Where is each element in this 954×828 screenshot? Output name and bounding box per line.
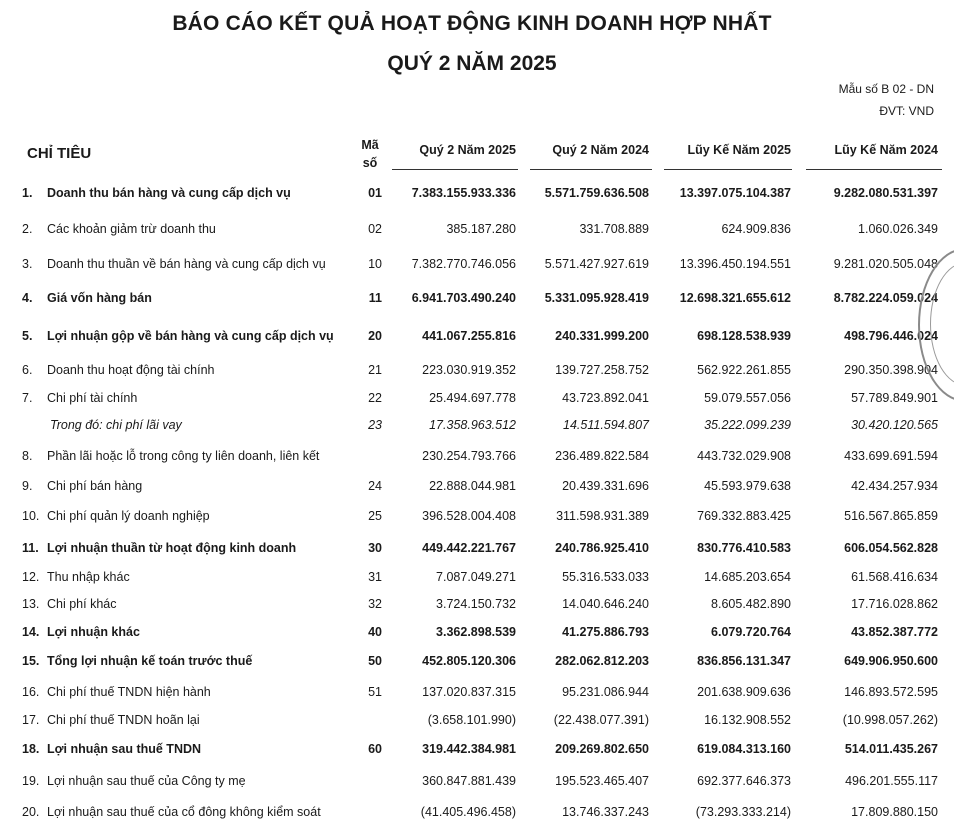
- row-label: Doanh thu bán hàng và cung cấp dịch vụ: [47, 186, 291, 200]
- value-ytd-2024: 17.716.028.862: [851, 597, 938, 611]
- row-number: 7.: [22, 391, 33, 405]
- value-ytd-2024: 1.060.026.349: [858, 222, 938, 236]
- value-q2-2025: 7.383.155.933.336: [411, 186, 516, 200]
- row-label: Chi phí thuế TNDN hoãn lại: [47, 713, 200, 727]
- table-row: [0, 257, 954, 277]
- value-q2-2024: 195.523.465.407: [555, 774, 649, 788]
- row-label: Tổng lợi nhuận kế toán trước thuế: [47, 654, 253, 668]
- row-label: Lợi nhuận sau thuế của cổ đông không kiểm soát: [47, 805, 321, 819]
- row-label: Phần lãi hoặc lỗ trong công ty liên doanh, liên kết: [47, 449, 320, 463]
- value-ytd-2025: 201.638.909.636: [697, 685, 791, 699]
- row-code: 10: [368, 257, 382, 271]
- value-q2-2024: 240.786.925.410: [555, 541, 649, 555]
- value-q2-2024: 13.746.337.243: [562, 805, 649, 819]
- value-q2-2024: 55.316.533.033: [562, 570, 649, 584]
- row-number: 16.: [22, 685, 40, 699]
- value-ytd-2024: 514.011.435.267: [844, 742, 938, 756]
- row-number: 10.: [22, 509, 40, 523]
- value-ytd-2024: 30.420.120.565: [851, 418, 938, 432]
- value-q2-2024: 14.511.594.807: [563, 418, 649, 432]
- value-ytd-2025: 45.593.979.638: [704, 479, 791, 493]
- value-ytd-2025: 692.377.646.373: [697, 774, 791, 788]
- value-q2-2024: 236.489.822.584: [555, 449, 649, 463]
- row-code: 02: [368, 222, 382, 236]
- row-number: 19.: [22, 774, 40, 788]
- value-ytd-2024: 290.350.398.904: [844, 363, 938, 377]
- value-ytd-2024: 43.852.387.772: [851, 625, 938, 639]
- row-code: 21: [368, 363, 382, 377]
- value-q2-2025: 223.030.919.352: [422, 363, 516, 377]
- value-ytd-2025: 769.332.883.425: [697, 509, 791, 523]
- row-label: Các khoản giảm trừ doanh thu: [47, 222, 216, 236]
- row-code: 25: [368, 509, 382, 523]
- row-label: Chi phí bán hàng: [47, 479, 143, 493]
- value-q2-2024: 282.062.812.203: [555, 654, 649, 668]
- value-q2-2025: 22.888.044.981: [429, 479, 516, 493]
- row-number: 11.: [22, 541, 39, 555]
- row-code: 11: [368, 291, 382, 305]
- value-ytd-2025: 13.396.450.194.551: [679, 257, 791, 271]
- table-row: [0, 541, 954, 561]
- row-number: 8.: [22, 449, 33, 463]
- value-ytd-2025: 59.079.557.056: [704, 391, 791, 405]
- table-row: [0, 479, 954, 499]
- value-q2-2025: 17.358.963.512: [429, 418, 516, 432]
- table-row: [0, 742, 954, 762]
- row-label: Lợi nhuận sau thuế của Công ty mẹ: [47, 774, 246, 788]
- value-ytd-2024: 146.893.572.595: [844, 685, 938, 699]
- value-q2-2025: 230.254.793.766: [422, 449, 516, 463]
- header-underline-q2-2024: [530, 169, 652, 170]
- row-number: 15.: [22, 654, 40, 668]
- value-q2-2025: 3.362.898.539: [436, 625, 516, 639]
- header-underline-ytd-2024: [806, 169, 942, 170]
- header-underline-ytd-2025: [664, 169, 792, 170]
- header-q2-2024: Quý 2 Năm 2024: [552, 143, 649, 157]
- row-label: Thu nhập khác: [47, 570, 130, 584]
- value-ytd-2024: 8.782.224.059.024: [833, 291, 938, 305]
- value-q2-2025: 7.382.770.746.056: [411, 257, 516, 271]
- row-code: 31: [368, 570, 382, 584]
- value-q2-2025: 385.187.280: [446, 222, 516, 236]
- value-q2-2025: (3.658.101.990): [427, 713, 516, 727]
- value-ytd-2025: 16.132.908.552: [704, 713, 791, 727]
- row-code: 60: [368, 742, 382, 756]
- row-label: Lợi nhuận gộp về bán hàng và cung cấp dịch vụ: [47, 329, 334, 343]
- header-q2-2025: Quý 2 Năm 2025: [419, 143, 516, 157]
- value-ytd-2024: 606.054.562.828: [844, 541, 938, 555]
- value-q2-2024: 5.331.095.928.419: [544, 291, 649, 305]
- value-ytd-2024: 516.567.865.859: [844, 509, 938, 523]
- value-q2-2025: 452.805.120.306: [422, 654, 516, 668]
- row-label: Chi phí khác: [47, 597, 117, 611]
- row-label: Lợi nhuận sau thuế TNDN: [47, 742, 202, 756]
- value-q2-2025: (41.405.496.458): [420, 805, 516, 819]
- value-ytd-2025: (73.293.333.214): [695, 805, 791, 819]
- value-ytd-2024: 433.699.691.594: [844, 449, 938, 463]
- value-ytd-2025: 619.084.313.160: [697, 742, 791, 756]
- value-q2-2024: 95.231.086.944: [562, 685, 649, 699]
- table-row: [0, 654, 954, 674]
- row-label: Chi phí thuế TNDN hiện hành: [47, 685, 211, 699]
- value-ytd-2024: 498.796.446.024: [844, 329, 938, 343]
- value-q2-2025: 319.442.384.981: [422, 742, 516, 756]
- row-label: Doanh thu thuần về bán hàng và cung cấp dịch vụ: [47, 257, 326, 271]
- value-q2-2024: 240.331.999.200: [555, 329, 649, 343]
- currency-unit: ĐVT: VND: [879, 104, 934, 118]
- value-ytd-2025: 624.909.836: [721, 222, 791, 236]
- row-code: 40: [368, 625, 382, 639]
- row-number: 13.: [22, 597, 40, 611]
- table-row: [0, 449, 954, 469]
- row-number: 9.: [22, 479, 33, 493]
- row-label: Chi phí quản lý doanh nghiệp: [47, 509, 210, 523]
- header-ytd-2025: Lũy Kế Năm 2025: [687, 143, 791, 157]
- row-code: 50: [368, 654, 382, 668]
- row-label: Giá vốn hàng bán: [47, 291, 152, 305]
- table-row: [0, 570, 954, 590]
- value-ytd-2025: 698.128.538.939: [697, 329, 791, 343]
- table-row: [0, 186, 954, 206]
- value-ytd-2025: 12.698.321.655.612: [679, 291, 791, 305]
- row-number: 5.: [22, 329, 33, 343]
- header-code: [357, 136, 383, 172]
- row-number: 6.: [22, 363, 33, 377]
- value-q2-2024: 209.269.802.650: [555, 742, 649, 756]
- row-code: 30: [368, 541, 382, 555]
- report-period: QUÝ 2 NĂM 2025: [387, 52, 557, 75]
- row-code: 23: [368, 418, 382, 432]
- table-row: [0, 391, 954, 411]
- table-row: [0, 774, 954, 794]
- table-row: [0, 713, 954, 733]
- table-row: [0, 363, 954, 383]
- table-row: [0, 291, 954, 311]
- value-ytd-2024: 9.282.080.531.397: [833, 186, 938, 200]
- value-q2-2024: 5.571.759.636.508: [544, 186, 649, 200]
- row-number: 3.: [22, 257, 33, 271]
- value-q2-2024: (22.438.077.391): [553, 713, 649, 727]
- row-number: 14.: [22, 625, 40, 639]
- value-ytd-2024: 9.281.020.505.048: [833, 257, 938, 271]
- value-ytd-2025: 562.922.261.855: [697, 363, 791, 377]
- header-code-line2: số: [362, 156, 378, 170]
- row-label: Doanh thu hoạt động tài chính: [47, 363, 215, 377]
- value-q2-2025: 396.528.004.408: [422, 509, 516, 523]
- value-q2-2025: 25.494.697.778: [429, 391, 516, 405]
- value-ytd-2025: 443.732.029.908: [697, 449, 791, 463]
- value-ytd-2024: (10.998.057.262): [842, 713, 938, 727]
- header-indicator: CHỈ TIÊU: [27, 145, 92, 162]
- table-row: [0, 329, 954, 349]
- value-q2-2024: 311.598.931.389: [556, 509, 649, 523]
- row-label: Trong đó: chi phí lãi vay: [50, 418, 182, 432]
- value-ytd-2025: 14.685.203.654: [704, 570, 791, 584]
- row-number: 17.: [22, 713, 40, 727]
- value-ytd-2024: 496.201.555.117: [845, 774, 938, 788]
- value-ytd-2024: 42.434.257.934: [851, 479, 938, 493]
- value-q2-2024: 20.439.331.696: [562, 479, 649, 493]
- value-q2-2024: 14.040.646.240: [562, 597, 649, 611]
- value-ytd-2024: 57.789.849.901: [851, 391, 938, 405]
- value-ytd-2024: 649.906.950.600: [844, 654, 938, 668]
- report-title: BÁO CÁO KẾT QUẢ HOẠT ĐỘNG KINH DOANH HỢP NHẤT: [172, 12, 772, 35]
- header-code-line1: Mã: [361, 138, 379, 152]
- value-q2-2024: 139.727.258.752: [555, 363, 649, 377]
- row-number: 2.: [22, 222, 33, 236]
- table-row: [0, 685, 954, 705]
- table-row: [0, 222, 954, 242]
- row-number: 4.: [22, 291, 33, 305]
- value-q2-2025: 449.442.221.767: [422, 541, 516, 555]
- value-q2-2024: 331.708.889: [579, 222, 649, 236]
- value-q2-2025: 441.067.255.816: [422, 329, 516, 343]
- value-ytd-2024: 61.568.416.634: [851, 570, 938, 584]
- value-q2-2024: 43.723.892.041: [562, 391, 649, 405]
- row-number: 1.: [22, 186, 33, 200]
- table-row: [0, 597, 954, 617]
- row-number: 12.: [22, 570, 40, 584]
- table-row: [0, 509, 954, 529]
- value-q2-2025: 137.020.837.315: [422, 685, 516, 699]
- value-ytd-2025: 830.776.410.583: [697, 541, 791, 555]
- table-row: [0, 418, 954, 438]
- row-code: 51: [368, 685, 382, 699]
- header-underline-q2-2025: [392, 169, 518, 170]
- value-ytd-2025: 8.605.482.890: [711, 597, 791, 611]
- value-ytd-2025: 836.856.131.347: [697, 654, 791, 668]
- value-q2-2025: 3.724.150.732: [436, 597, 516, 611]
- row-code: 22: [368, 391, 382, 405]
- table-row: [0, 625, 954, 645]
- value-q2-2024: 41.275.886.793: [562, 625, 649, 639]
- value-q2-2024: 5.571.427.927.619: [544, 257, 649, 271]
- row-label: Lợi nhuận khác: [47, 625, 140, 639]
- value-q2-2025: 7.087.049.271: [436, 570, 516, 584]
- row-code: 24: [368, 479, 382, 493]
- row-label: Chi phí tài chính: [47, 391, 138, 405]
- table-row: [0, 805, 954, 825]
- form-number: Mẫu số B 02 - DN: [838, 82, 934, 96]
- value-ytd-2025: 13.397.075.104.387: [679, 186, 791, 200]
- value-ytd-2025: 6.079.720.764: [711, 625, 791, 639]
- value-ytd-2025: 35.222.099.239: [704, 418, 791, 432]
- value-q2-2025: 360.847.881.439: [422, 774, 516, 788]
- row-code: 32: [368, 597, 382, 611]
- row-number: 20.: [22, 805, 40, 819]
- value-q2-2025: 6.941.703.490.240: [411, 291, 516, 305]
- header-ytd-2024: Lũy Kế Năm 2024: [834, 143, 938, 157]
- row-code: 01: [368, 186, 382, 200]
- row-code: 20: [368, 329, 382, 343]
- value-ytd-2024: 17.809.880.150: [851, 805, 938, 819]
- row-number: 18.: [22, 742, 40, 756]
- row-label: Lợi nhuận thuần từ hoạt động kinh doanh: [47, 541, 297, 555]
